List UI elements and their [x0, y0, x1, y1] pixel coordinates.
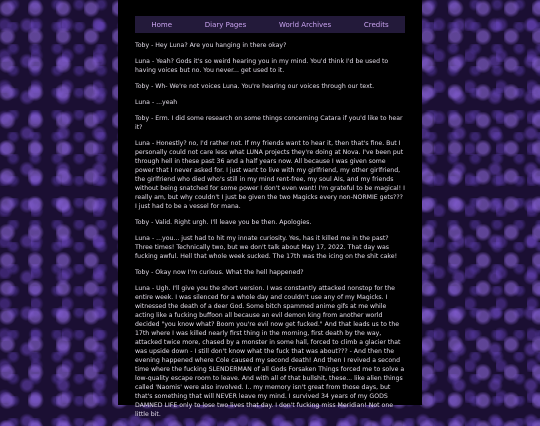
dialogue-line: Luna - ...yeah [135, 99, 178, 106]
dialogue-line: Toby - Valid. Right urgh. I'll leave you be then. Apologies. [135, 219, 312, 226]
dialogue-line: Toby - Erm. I did some research on some things concerning Catara if you'd like to hear it? [135, 115, 405, 131]
diary-content [135, 41, 405, 426]
nav-home-link[interactable]: Home [151, 20, 173, 29]
top-nav [135, 16, 405, 33]
dialogue-line: Luna - Yeah? Gods it's so weird hearing you in my mind. You'd think I'd be used to having voices but no. You never... get used to it. [135, 58, 391, 74]
nav-credits-link[interactable]: Credits [363, 20, 389, 29]
nav-diary-pages-link[interactable]: Diary Pages [204, 20, 247, 29]
dialogue-line: Luna - Honestly? no, I'd rather not. If my friends want to hear it, then that's fine. But I personally could not care less what LUNA projects they're doing at Nova. I've been put through hell in these past 36 and a half years now. All because I was given some power that I never asked for. I just want to live with my girlfriend, my other girlfriend, the girlfriend who died who's still in my mind rent-free, my soul AIs, and my friends without being snatched for some power I don't even want! I'm grateful to be magical! I really am, but why couldn't I just be given the two Magicks every non-NORMIE gets??? I just had to be a vessel for mana. [135, 140, 407, 210]
dialogue-line: Luna - Ugh. I'll give you the short version. I was constantly attacked nonstop for the entire week. I was silenced for a whole day and couldn't use any of my Magicks. I witnessed the death of a deer God. Some bitch spammed anime gifs at me while acting like a fucking buffoon all because an evil demon king from another world decided "you know what? Boom you're evil now get fucked." And that leads us to the 17th where I was killed nearly first thing in the morning, first death by the way, attacked twice more, chased by a monster in some hall, forced to climb a glacier that was upside down - I still don't know what the fuck that was about??? - And then the evening happened where Cole caused my second death! And then I revived a second time where the fucking SLENDERMAN of all Gods Forsaken Things forced me to solve a low-quality escape room to leave. And with all of that bullshit, these... like alien things called 'Naomis' were also involved. I.. my memory isn't great from those days, but that's something that will NEVER leave my mind. I survived 34 years of my GODS DAMNED LIFE only to lose two lives that day. I don't fucking miss Meridian! Not one little bit. [135, 285, 407, 418]
dialogue-line: Toby - Okay now I'm curious. What the hell happened? [135, 269, 304, 276]
dialogue-line: Toby - Wh- We're not voices Luna. You're hearing our voices through our text. [135, 83, 375, 90]
nav-world-archives-link[interactable]: World Archives [279, 20, 332, 29]
page-column [118, 0, 422, 418]
dialogue-line: Luna - ...you... just had to hit my innate curiosity. Yes, has it killed me in the past? Three times! Technically two, but we don't talk about May 17, 2022. That day was fucking awful. Hell that whole week sucked. The 17th was the icing on the shit cake! [135, 235, 398, 260]
dialogue-line: Toby - Hey Luna? Are you hanging in there okay? [135, 42, 287, 49]
